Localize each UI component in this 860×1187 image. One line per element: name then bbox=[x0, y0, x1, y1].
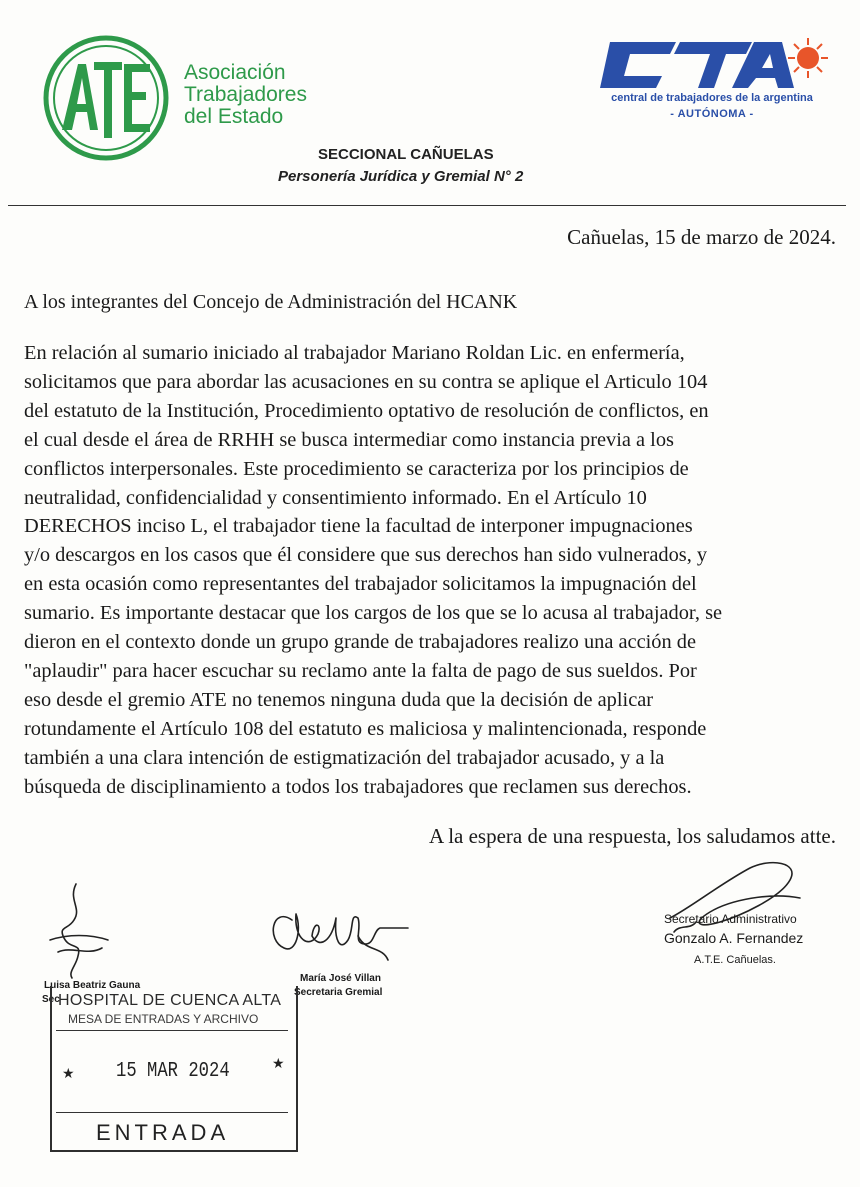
body-line: sumario. Es importante destacar que los cargos de los que se lo acusa al trabajador, se bbox=[24, 602, 723, 625]
ate-name-line-3: del Estado bbox=[184, 105, 284, 128]
body-line: neutralidad, confidencialidad y consentimiento informado. En el Artículo 10 bbox=[24, 486, 647, 509]
body-line: y/o descargos en los casos que él considere que sus derechos han sido vulnerados, y bbox=[24, 544, 708, 567]
body-line: conflictos interpersonales. Este procedimiento se caracteriza por los principios de bbox=[24, 457, 689, 480]
stamp-subtitle: MESA DE ENTRADAS Y ARCHIVO bbox=[68, 1012, 259, 1026]
cta-subtitle: central de trabajadores de la argentina bbox=[611, 92, 813, 104]
body-line: rotundamente el Artículo 108 del estatuto es maliciosa y malintencionada, responde bbox=[24, 717, 707, 740]
seccional-heading: SECCIONAL CAÑUELAS bbox=[318, 146, 494, 163]
star-icon: ★ bbox=[272, 1057, 285, 1072]
ate-organization-name bbox=[184, 62, 307, 128]
signature-middle-name: María José Villan bbox=[300, 973, 381, 984]
ate-name-line-2: Trabajadores bbox=[184, 83, 307, 106]
body-line: búsqueda de disciplinamiento a todos los trabajadores que reclamen sus derechos. bbox=[24, 775, 692, 798]
stamp-label: ENTRADA bbox=[96, 1120, 230, 1145]
personeria-heading: Personería Jurídica y Gremial N° 2 bbox=[278, 168, 524, 185]
stamp-title: HOSPITAL DE CUENCA ALTA bbox=[58, 992, 282, 1009]
signature-left bbox=[38, 880, 118, 980]
stamp-divider bbox=[56, 1030, 288, 1031]
signature-middle-role: Secretaria Gremial bbox=[294, 987, 383, 998]
signature-right-role: Secretario Administrativo bbox=[664, 912, 797, 926]
body-line: "aplaudir" para hacer escuchar su reclamo ante la falta de pago de sus sueldos. Por bbox=[24, 659, 697, 682]
stamp-date: 15 MAR 2024 bbox=[116, 1060, 230, 1083]
body-line: eso desde el gremio ATE no tenemos ninguna duda que la decisión de aplicar bbox=[24, 688, 654, 711]
body-line: en esta ocasión como representantes del trabajador solicitamos la impugnación del bbox=[24, 573, 697, 596]
body-line: solicitamos que para abordar las acusaciones en su contra se aplique el Articulo 104 bbox=[24, 370, 708, 393]
signature-left-role: Sec bbox=[42, 994, 60, 1005]
body-line: el cual desde el área de RRHH se busca intermediar como instancia previa a los bbox=[24, 428, 674, 451]
star-icon: ★ bbox=[62, 1067, 75, 1082]
cta-autonoma: - AUTÓNOMA - bbox=[670, 108, 754, 120]
letter-recipient: A los integrantes del Concejo de Administración del HCANK bbox=[24, 291, 518, 313]
signature-right-name: Gonzalo A. Fernandez bbox=[664, 930, 804, 946]
stamp-divider bbox=[56, 1112, 288, 1113]
body-line: DERECHOS inciso L, el trabajador tiene la facultad de interponer impugnaciones bbox=[24, 515, 693, 538]
body-line: En relación al sumario iniciado al trabajador Mariano Roldan Lic. en enfermería, bbox=[24, 342, 685, 364]
signature-middle bbox=[262, 900, 412, 972]
body-line: del estatuto de la Institución, Procedimiento optativo de resolución de conflictos, en bbox=[24, 399, 709, 422]
cta-logo bbox=[596, 36, 834, 94]
signature-left-name: Luisa Beatriz Gauna bbox=[44, 980, 141, 991]
letter-body bbox=[24, 339, 842, 802]
letter-closing: A la espera de una respuesta, los saludamos atte. bbox=[428, 824, 836, 848]
ate-logo bbox=[42, 34, 170, 162]
ate-name-line-1: Asociación bbox=[184, 61, 286, 84]
body-line: también a una clara intención de estigmatización del trabajador acusado, y a la bbox=[24, 746, 665, 769]
header-divider bbox=[8, 205, 846, 206]
body-line: dieron en el contexto donde un grupo grande de trabajadores realizo una acción de bbox=[24, 631, 697, 654]
letter-date: Cañuelas, 15 de marzo de 2024. bbox=[567, 225, 836, 249]
signature-right-org: A.T.E. Cañuelas. bbox=[694, 954, 776, 966]
